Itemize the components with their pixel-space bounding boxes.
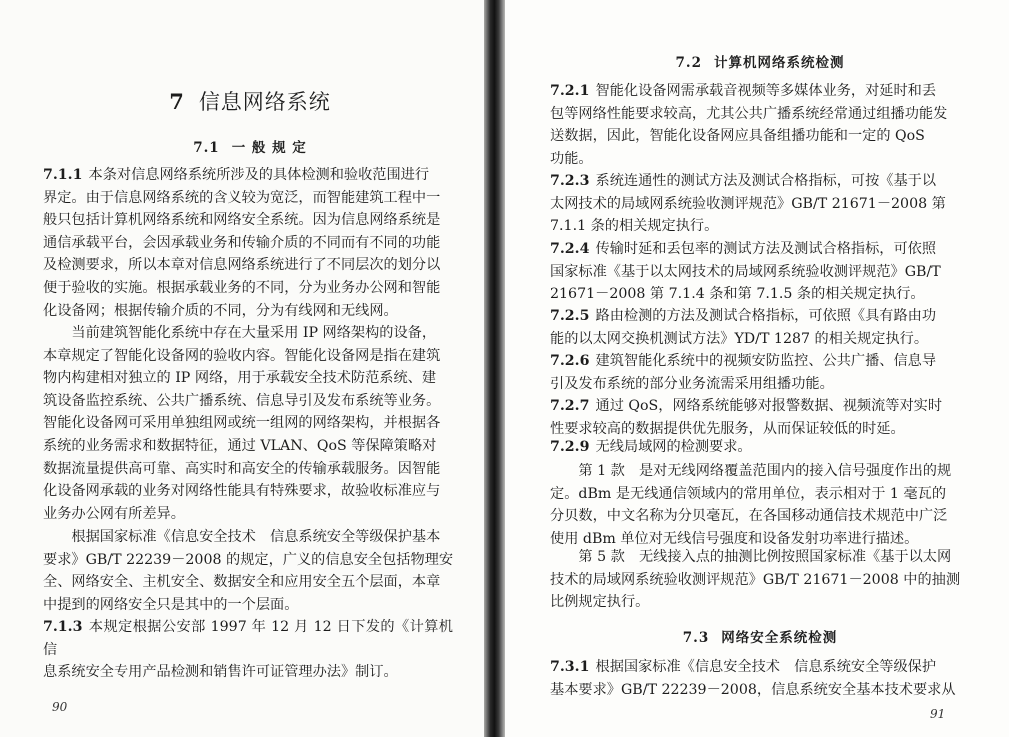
paragraph-text: 本条对信息网络系统所涉及的具体检测和验收范围进行 界定。由于信息网络系统的含义较为宽泛，而智能建筑工程中一 般只包括计算机网络系统和网络安全系统。因为信息网络系统是 通信承载平台，会因承载业务和传输介质的不同而有不同的功能 及检测要求，所以本章对信息网络系统进行了不同层次的划分以 便于验收的实施。根据承载业务的不同，分为业务办公网和智能 化设备网；根据传输介质的不同，分为有线网和无线网。 — [43, 167, 441, 319]
paragraph-text: 第 5 款 无线接入点的抽测比例按照国家标准《基于以太网 技术的局域网系统验收测评规范》GB/T 21671－2008 中的抽测 比例规定执行。 — [550, 549, 961, 611]
paragraph-7-2-3 — [550, 170, 964, 238]
clause-label: 7.2.6 — [550, 353, 590, 369]
clause-label: 7.2.7 — [550, 398, 590, 414]
paragraph — [43, 322, 453, 525]
paragraph-text: 无线局域网的检测要求。 — [595, 439, 752, 455]
paragraph-text: 智能化设备网需承载音视频等多媒体业务，对延时和丢 包等网络性能要求较高，尤其公共广播系统经常通过组播功能发 送数据，因此，智能化设备网应具备组播功能和一定的 QoS 功能。 — [550, 83, 948, 167]
paragraph-text: 当前建筑智能化系统中存在大量采用 IP 网络架构的设备， 本章规定了智能化设备网的验收内容。智能化设备网是指在建筑 物内构建相对独立的 IP 网络，用于承载安全技术防范系统、建 筑设备监控系统、公共广播系统、信息导引及发布系统等业务。 智能化设备网可采用单独组网或统一组网的网络架构，并根据各 系统的业务需求和数据特征，通过 VLAN、QoS 等保障策略对 数据流量提供高可靠、高实时和高安全的传输承载服务。因智能 化设备网承载的业务对网络性能具有特殊要求，故验收标准应与 业务办公网有所差异。 — [43, 325, 441, 522]
section-number: 7.2 — [675, 55, 702, 71]
page-number: 91 — [930, 707, 946, 721]
paragraph-text: 建筑智能化系统中的视频安防监控、公共广播、信息导 引及发布系统的部分业务流需采用组播功能。 — [550, 353, 937, 392]
section-title-text: 一 般 规 定 — [231, 140, 307, 156]
paragraph-text: 根据国家标准《信息安全技术 信息系统安全等级保护基本 要求》GB/T 22239－2008 的规定，广义的信息安全包括物理安 全、网络安全、主机安全、数据安全和应用安全五个层面，本章 中提到的网络安全只是其中的一个层面。 — [43, 529, 454, 613]
page-number: 90 — [52, 700, 68, 714]
left-page — [0, 0, 484, 737]
section-title-7-2 — [550, 51, 970, 71]
clause-label: 7.2.3 — [550, 173, 590, 189]
paragraph-7-1-3 — [43, 616, 453, 684]
paragraph-7-2-7 — [550, 395, 964, 440]
clause-label: 7.3.1 — [550, 659, 590, 675]
paragraph-text: 根据国家标准《信息安全技术 信息系统安全等级保护 基本要求》GB/T 22239－2008，信息系统安全基本技术要求从 — [550, 659, 956, 698]
clause-label: 7.1.1 — [43, 167, 83, 183]
book-spine — [484, 0, 505, 737]
paragraph-7-1-1 — [43, 164, 453, 322]
section-title-text: 网络安全系统检测 — [721, 630, 838, 646]
paragraph-7-2-5 — [550, 305, 964, 350]
chapter-number: 7 — [169, 89, 185, 114]
paragraph-7-2-4 — [550, 238, 964, 306]
section-title-7-1 — [40, 136, 460, 156]
clause-label: 7.2.9 — [550, 439, 590, 455]
paragraph-text: 本规定根据公安部 1997 年 12 月 12 日下发的《计算机信 息系统安全专用产品检测和销售许可证管理办法》制订。 — [43, 619, 453, 681]
clause-label: 7.2.1 — [550, 83, 590, 99]
clause-label: 7.2.5 — [550, 308, 590, 324]
clause-label: 7.2.4 — [550, 241, 590, 257]
paragraph-7-2-9 — [550, 436, 964, 459]
section-title-text: 计算机网络系统检测 — [714, 55, 845, 71]
paragraph-text: 传输时延和丢包率的测试方法及测试合格指标，可依照 国家标准《基于以太网技术的局域网系统验收测评规范》GB/T 21671－2008 第 7.1.4 条和第 7.1.5 条的相关规定执行。 — [550, 241, 941, 303]
paragraph-text: 通过 QoS，网络系统能够对报警数据、视频流等对实时 性要求较高的数据提供优先服务，从而保证较低的时延。 — [550, 398, 943, 437]
section-number: 7.3 — [682, 630, 710, 646]
chapter-title-text: 信息网络系统 — [198, 90, 331, 114]
chapter-title — [40, 86, 460, 116]
paragraph-item-5 — [550, 546, 964, 614]
right-page — [505, 0, 1009, 737]
clause-label: 7.1.3 — [43, 619, 83, 635]
section-number: 7.1 — [193, 140, 220, 156]
paragraph-7-3-1 — [550, 656, 964, 701]
paragraph-text: 路由检测的方法及测试合格指标，可依照《具有路由功 能的以太网交换机测试方法》YD/T 1287 的相关规定执行。 — [550, 308, 937, 347]
paragraph-7-2-6 — [550, 350, 964, 395]
section-title-7-3 — [550, 626, 970, 646]
paragraph — [43, 526, 453, 616]
paragraph-item-1 — [550, 460, 964, 550]
paragraph-text: 第 1 款 是对无线网络覆盖范围内的接入信号强度作出的规 定。dBm 是无线通信领域内的常用单位，表示相对于 1 毫瓦的 分贝数，中文名称为分贝毫瓦，在各国移动通信技术规范中广泛 使用 dBm 单位对无线信号强度和设备发射功率进行描述。 — [550, 463, 952, 547]
paragraph-text: 系统连通性的测试方法及测试合格指标，可按《基于以 太网技术的局域网系统验收测评规范》GB/T 21671－2008 第 7.1.1 条的相关规定执行。 — [550, 173, 946, 235]
paragraph-7-2-1 — [550, 80, 964, 170]
